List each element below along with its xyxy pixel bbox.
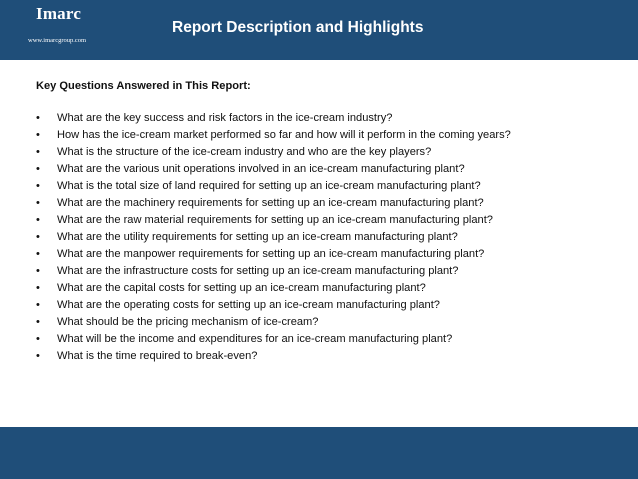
list-item bbox=[36, 162, 626, 179]
list-item bbox=[36, 349, 626, 366]
page-title: Report Description and Highlights bbox=[172, 19, 424, 36]
bullet-icon: • bbox=[36, 197, 40, 209]
question-text: What are the capital costs for setting up an ice-cream manufacturing plant? bbox=[57, 282, 426, 294]
question-text: What are the key success and risk factors in the ice-cream industry? bbox=[57, 112, 393, 124]
bullet-icon: • bbox=[36, 180, 40, 192]
bullet-icon: • bbox=[36, 333, 40, 345]
bullet-icon: • bbox=[36, 129, 40, 141]
question-text: What are the manpower requirements for setting up an ice-cream manufacturing plant? bbox=[57, 248, 485, 260]
question-text: What are the machinery requirements for setting up an ice-cream manufacturing plant? bbox=[57, 197, 484, 209]
question-text: What are the various unit operations involved in an ice-cream manufacturing plant? bbox=[57, 163, 465, 175]
question-text: What will be the income and expenditures for an ice-cream manufacturing plant? bbox=[57, 333, 453, 345]
question-text: What are the infrastructure costs for setting up an ice-cream manufacturing plant? bbox=[57, 265, 459, 277]
website-url: www.imarcgroup.com bbox=[28, 37, 87, 44]
list-item bbox=[36, 128, 626, 145]
question-text: What are the utility requirements for setting up an ice-cream manufacturing plant? bbox=[57, 231, 458, 243]
list-item bbox=[36, 315, 626, 332]
bullet-icon: • bbox=[36, 350, 40, 362]
footer-bar bbox=[0, 427, 638, 479]
bullet-icon: • bbox=[36, 316, 40, 328]
company-logo: Imarc bbox=[36, 4, 82, 23]
question-text: How has the ice-cream market performed so far and how will it perform in the coming years? bbox=[57, 129, 511, 141]
bullet-icon: • bbox=[36, 299, 40, 311]
list-item bbox=[36, 281, 626, 298]
question-text: What is the time required to break-even? bbox=[57, 350, 258, 362]
bullet-icon: • bbox=[36, 112, 40, 124]
list-item bbox=[36, 332, 626, 349]
header-bar bbox=[0, 0, 638, 60]
list-item bbox=[36, 298, 626, 315]
main-content bbox=[36, 79, 626, 366]
bullet-icon: • bbox=[36, 214, 40, 226]
list-item bbox=[36, 247, 626, 264]
bullet-icon: • bbox=[36, 163, 40, 175]
questions-list bbox=[36, 111, 626, 366]
list-item bbox=[36, 230, 626, 247]
bullet-icon: • bbox=[36, 265, 40, 277]
list-item bbox=[36, 196, 626, 213]
bullet-icon: • bbox=[36, 282, 40, 294]
question-text: What are the raw material requirements for setting up an ice-cream manufacturing plant? bbox=[57, 214, 493, 226]
question-text: What are the operating costs for setting up an ice-cream manufacturing plant? bbox=[57, 299, 440, 311]
bullet-icon: • bbox=[36, 248, 40, 260]
list-item bbox=[36, 179, 626, 196]
question-text: What should be the pricing mechanism of ice-cream? bbox=[57, 316, 319, 328]
question-text: What is the structure of the ice-cream industry and who are the key players? bbox=[57, 146, 432, 158]
list-item bbox=[36, 213, 626, 230]
list-item bbox=[36, 264, 626, 281]
list-item bbox=[36, 145, 626, 162]
question-text: What is the total size of land required for setting up an ice-cream manufacturing plant? bbox=[57, 180, 481, 192]
bullet-icon: • bbox=[36, 231, 40, 243]
section-heading: Key Questions Answered in This Report: bbox=[36, 80, 251, 92]
list-item bbox=[36, 111, 626, 128]
bullet-icon: • bbox=[36, 146, 40, 158]
